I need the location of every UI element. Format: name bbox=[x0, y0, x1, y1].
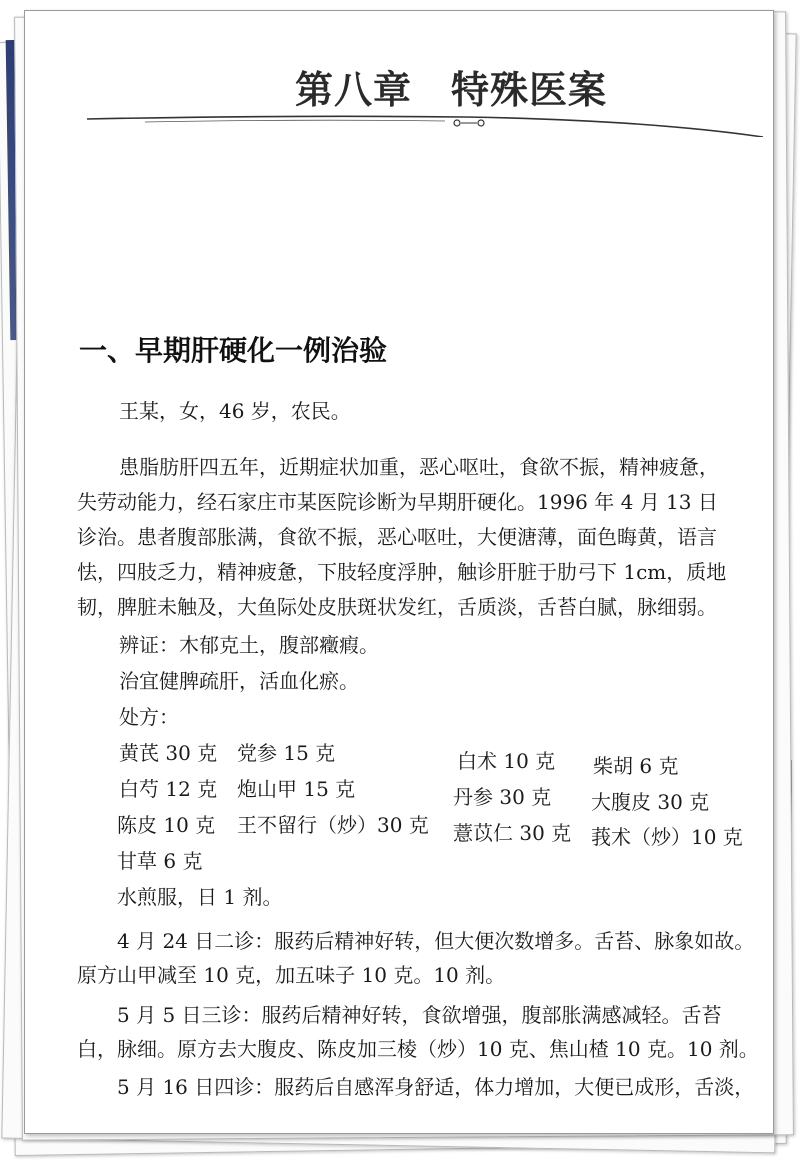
text-line: 怯，四肢乏力，精神疲惫，下肢轻度浮肿，触诊肝脏于肋弓下 1cm，质地 bbox=[77, 560, 727, 584]
text-line: 诊治。患者腹部胀满，食欲不振，恶心呕吐，大便溏薄，面色晦黄，语言 bbox=[77, 525, 717, 549]
text-line: 失劳动能力，经石家庄市某医院诊断为早期肝硬化。1996 年 4 月 13 日 bbox=[77, 490, 718, 514]
text-line: 王某，女，46 岁，农民。 bbox=[119, 399, 351, 423]
herb-item: 党参 15 克 bbox=[237, 741, 336, 765]
text-line: 白，脉细。原方去大腹皮、陈皮加三棱（炒）10 克、焦山楂 10 克。10 剂。 bbox=[77, 1037, 759, 1061]
decorative-title-rule bbox=[85, 107, 765, 137]
text-line: 韧，脾脏未触及，大鱼际处皮肤斑状发红，舌质淡，舌苔白腻，脉细弱。 bbox=[77, 595, 717, 619]
herb-item: 白术 10 克 bbox=[457, 749, 556, 773]
book-page bbox=[24, 10, 774, 1134]
herb-item: 黄芪 30 克 bbox=[119, 741, 218, 765]
chapter-title: 第八章 特殊医案 bbox=[295, 67, 608, 112]
herb-item: 甘草 6 克 bbox=[117, 849, 203, 873]
section-title: 一、早期肝硬化一例治验 bbox=[79, 334, 388, 367]
herb-item: 陈皮 10 克 bbox=[117, 813, 216, 837]
text-line: 辨证：木郁克土，腹部癥瘕。 bbox=[119, 633, 379, 657]
herb-item: 白芍 12 克 bbox=[119, 777, 218, 801]
text-line: 患脂肪肝四五年，近期症状加重，恶心呕吐，食欲不振，精神疲惫， bbox=[119, 455, 719, 479]
herb-item: 大腹皮 30 克 bbox=[591, 790, 710, 814]
text-line: 处方： bbox=[119, 705, 179, 729]
text-line: 4 月 24 日二诊：服药后精神好转，但大便次数增多。舌苔、脉象如故。 bbox=[117, 929, 755, 953]
text-line: 5 月 16 日四诊：服药后自感浑身舒适，体力增加，大便已成形，舌淡， bbox=[117, 1075, 755, 1099]
herb-item: 炮山甲 15 克 bbox=[237, 777, 356, 801]
herb-item: 薏苡仁 30 克 bbox=[453, 821, 572, 845]
herb-item: 柴胡 6 克 bbox=[593, 754, 679, 778]
text-line: 5 月 5 日三诊：服药后精神好转，食欲增强，腹部胀满感减轻。舌苔 bbox=[117, 1003, 722, 1027]
text-line: 治宜健脾疏肝，活血化瘀。 bbox=[119, 669, 359, 693]
herb-item: 丹参 30 克 bbox=[453, 785, 552, 809]
herb-item: 莪术（炒）10 克 bbox=[591, 825, 743, 849]
herb-item: 王不留行（炒）30 克 bbox=[237, 813, 429, 837]
text-line: 水煎服，日 1 剂。 bbox=[117, 885, 283, 909]
text-line: 原方山甲减至 10 克，加五味子 10 克。10 剂。 bbox=[77, 963, 506, 987]
